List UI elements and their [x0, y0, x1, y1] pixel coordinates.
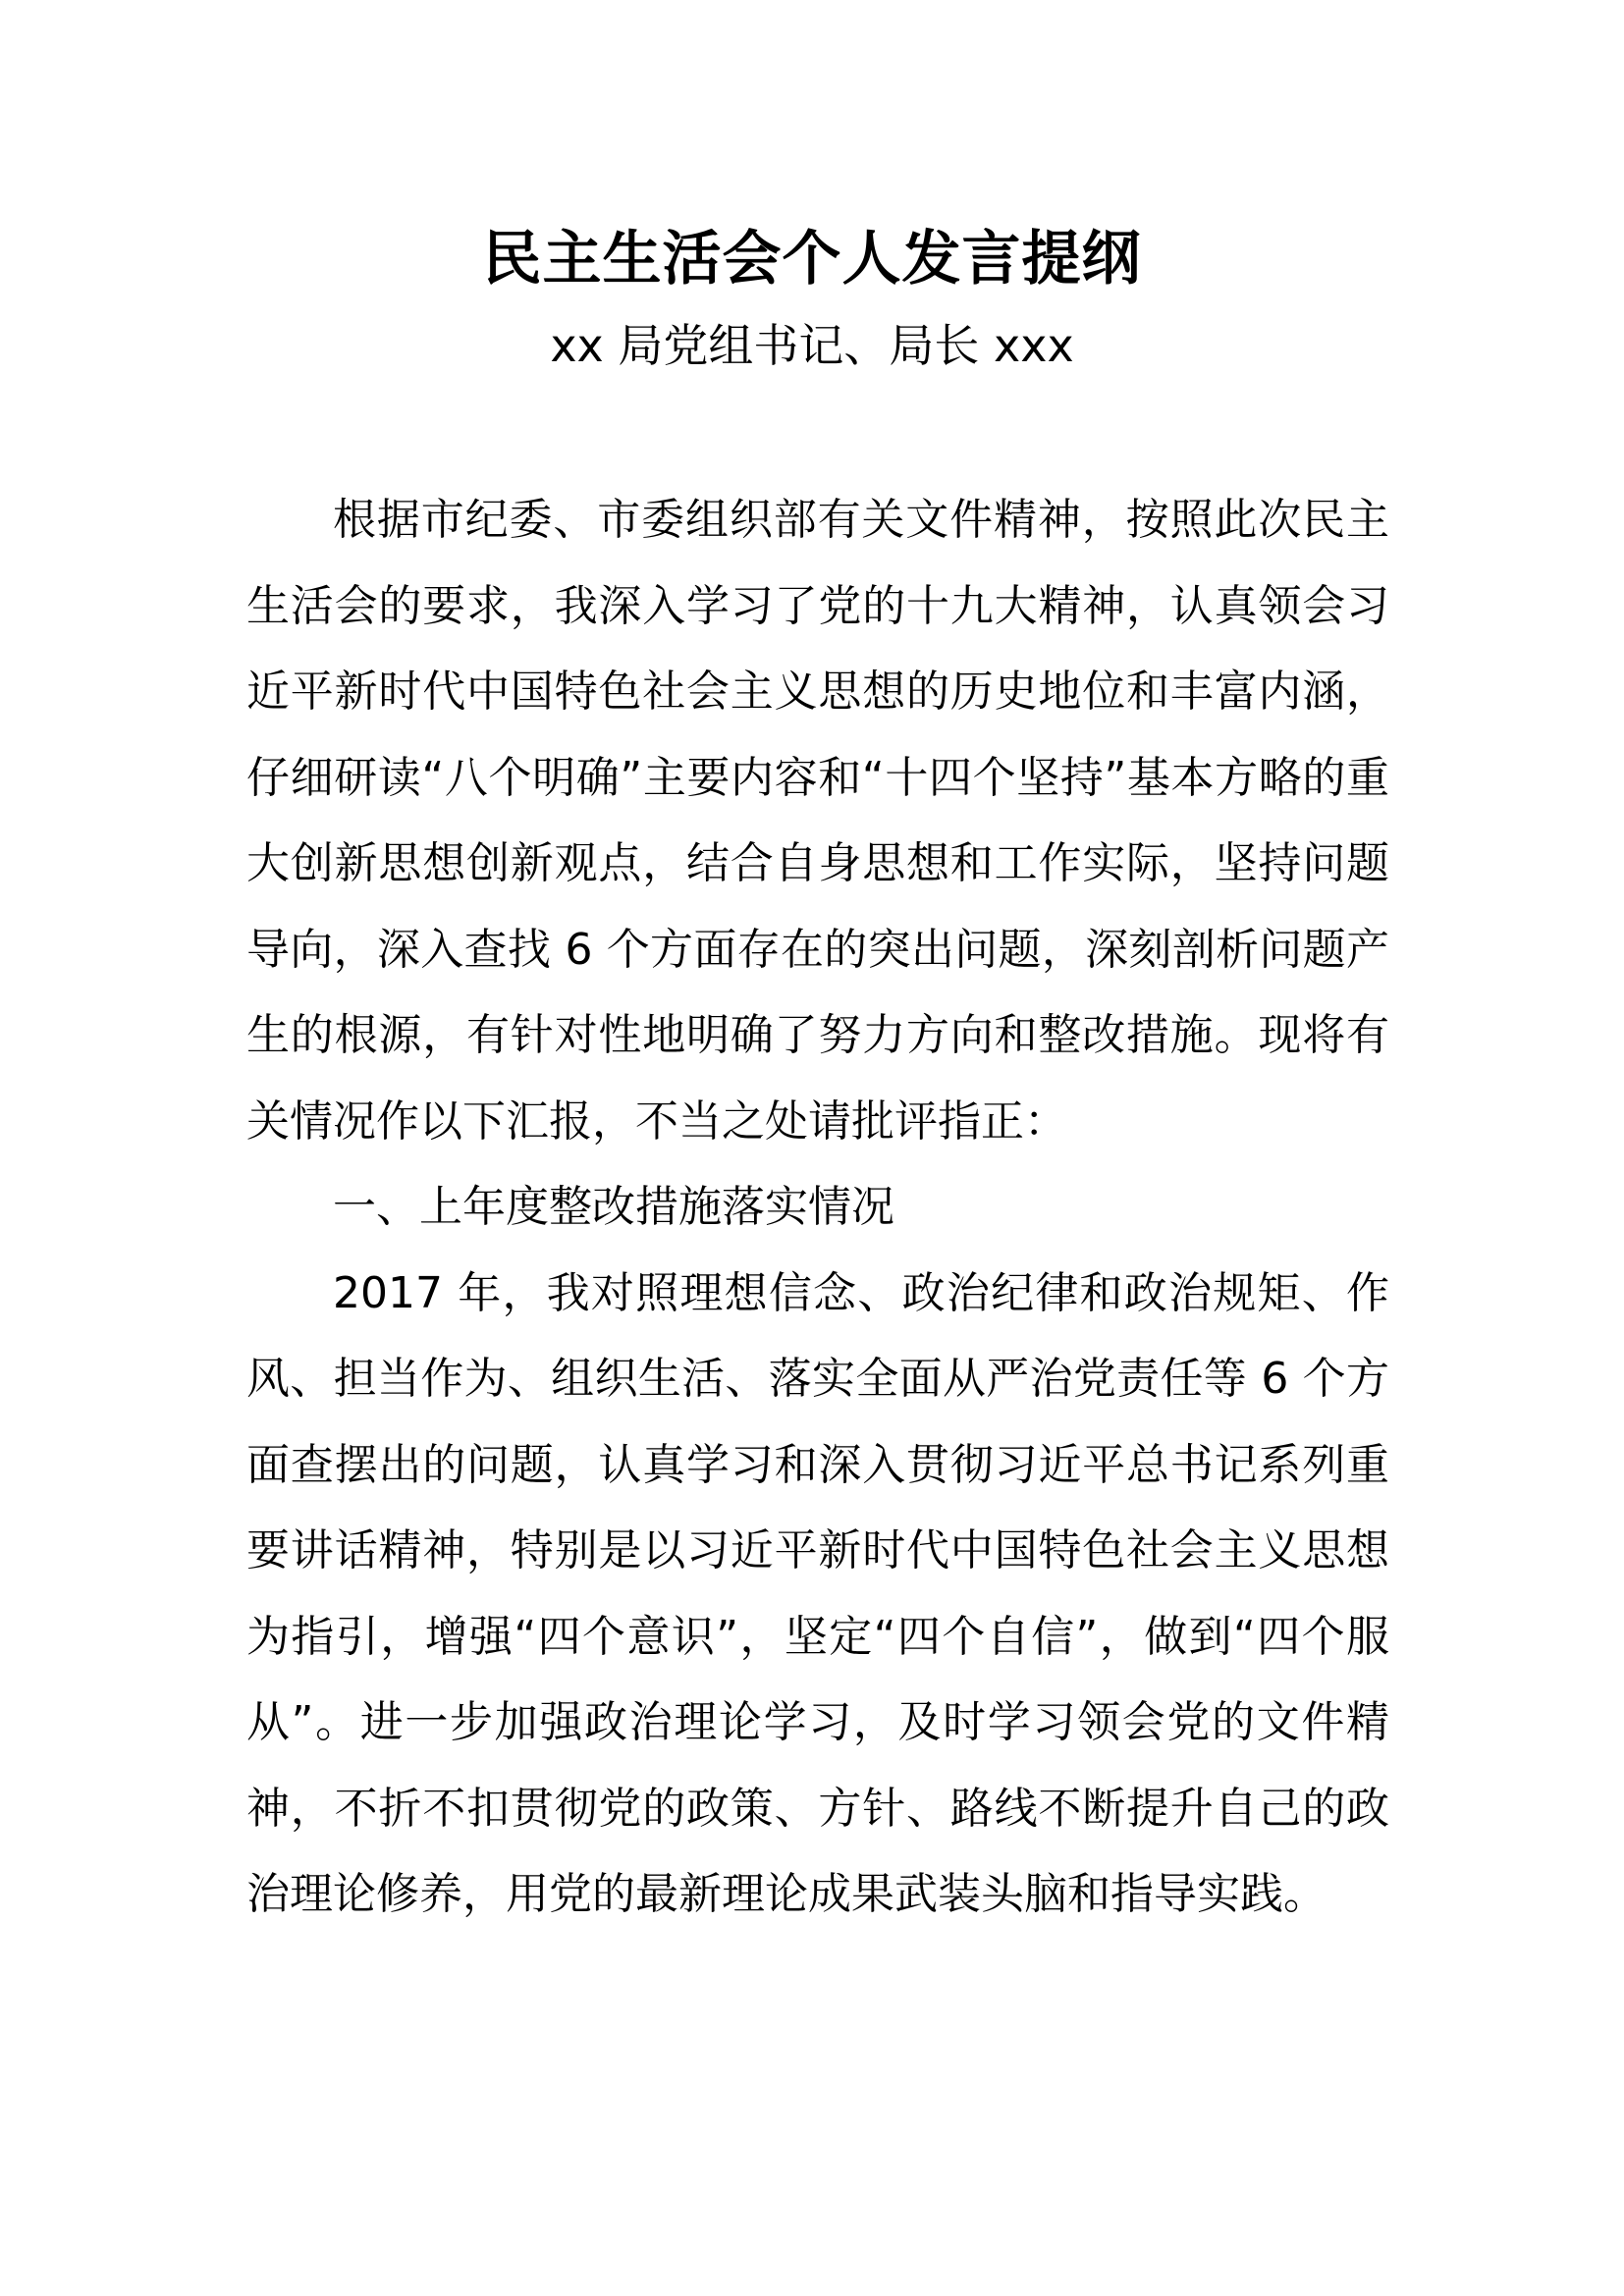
document-subtitle: xx 局党组书记、局长 xxx [550, 319, 1074, 372]
document-body [246, 477, 1389, 1938]
section-paragraph: 2017 年，我对照理想信念、政治纪律和政治规矩、作风、担当作为、组织生活、落实全面从严治党责任等 6 个方面查摆出的问题，认真学习和深入贯彻习近平总书记系列重要讲话精神，特别是以习近平新时代中国特色社会主义思想为指引，增强“四个意识”，坚定“四个自信”，做到“四个服从”。进一步加强政治理论学习，及时学习领会党的文件精神，不折不扣贯彻党的政策、方针、路线不断提升自己的政治理论修养，用党的最新理论成果武装头脑和指导实践。 [246, 1267, 1389, 1919]
section-heading: 一、上年度整改措施落实情况 [333, 1182, 894, 1232]
intro-paragraph: 根据市纪委、市委组织部有关文件精神，按照此次民主生活会的要求，我深入学习了党的十九大精神，认真领会习近平新时代中国特色社会主义思想的历史地位和丰富内涵，仔细研读“八个明确”主要内容和“十四个坚持”基本方略的重大创新思想创新观点，结合自身思想和工作实际，坚持问题导向，深入查找 6 个方面存在的突出问题，深刻剖析问题产生的根源，有针对性地明确了努力方向和整改措施。现将有关情况作以下汇报，不当之处请批评指正： [246, 495, 1389, 1147]
document-title: 民主生活会个人发言提纲 [482, 225, 1142, 294]
